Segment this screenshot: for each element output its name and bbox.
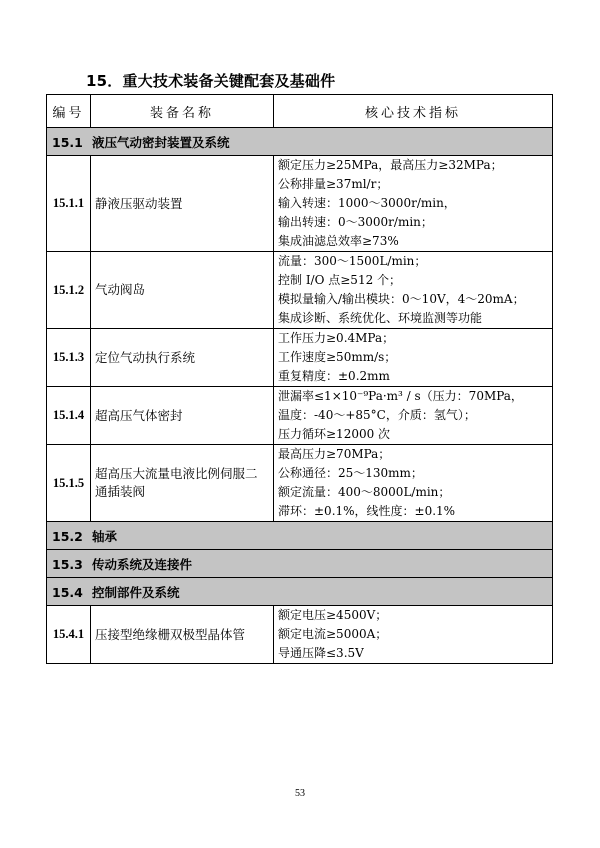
section-cell — [47, 128, 553, 156]
spec-line: 额定电压≥4500V； — [278, 608, 388, 622]
section-title: 液压气动密封装置及系统 — [92, 134, 230, 150]
item-specs — [274, 329, 553, 387]
spec-line: 泄漏率≤1×10⁻⁹Pa·m³ / s（压力：70MPa， — [278, 389, 523, 403]
section-row — [47, 522, 553, 550]
item-specs — [274, 252, 553, 329]
section-number: 15.3 — [52, 556, 83, 572]
spec-line: 压力循环≥12000 次 — [278, 427, 391, 441]
spec-line: 温度：-40～+85°C，介质：氢气）； — [278, 408, 476, 422]
section-number: 15.4 — [52, 584, 83, 600]
item-name: 定位气动执行系统 — [91, 329, 274, 387]
item-id: 15.1.4 — [47, 387, 91, 445]
table-row — [47, 445, 553, 522]
table-row — [47, 252, 553, 329]
spec-line: 最高压力≥70MPa； — [278, 447, 391, 461]
table-row — [47, 329, 553, 387]
spec-line: 公称排量≥37ml/r； — [278, 177, 389, 191]
section-number: 15.1 — [52, 134, 83, 150]
item-id: 15.1.5 — [47, 445, 91, 522]
section-heading: 15．重大技术装备关键配套及基础件 — [86, 72, 336, 90]
item-name: 超高压大流量电液比例伺服二通插装阀 — [91, 445, 274, 522]
page-number: 53 — [295, 788, 305, 799]
section-row — [47, 550, 553, 578]
section-cell — [47, 578, 553, 606]
item-id: 15.1.3 — [47, 329, 91, 387]
spec-line: 集成油滤总效率≥73% — [278, 234, 399, 248]
item-specs — [274, 445, 553, 522]
table-body — [47, 128, 553, 664]
spec-line: 集成诊断、系统优化、环境监测等功能 — [278, 311, 483, 325]
spec-line: 导通压降≤3.5V — [278, 646, 364, 660]
header-id: 编号 — [47, 95, 91, 128]
spec-line: 滞环：±0.1%，线性度：±0.1% — [278, 504, 456, 518]
spec-line: 公称通径：25～130mm； — [278, 466, 423, 480]
table-header-row — [47, 95, 553, 128]
section-row — [47, 128, 553, 156]
section-cell — [47, 550, 553, 578]
item-name: 静液压驱动装置 — [91, 156, 274, 252]
spec-line: 输入转速：1000～3000r/min， — [278, 196, 456, 210]
item-specs — [274, 606, 553, 664]
spec-line: 额定电流≥5000A； — [278, 627, 388, 641]
section-row — [47, 578, 553, 606]
item-name: 压接型绝缘栅双极型晶体管 — [91, 606, 274, 664]
section-number: 15.2 — [52, 528, 83, 544]
spec-line: 输出转速：0～3000r/min； — [278, 215, 433, 229]
table-row — [47, 156, 553, 252]
header-specs: 核心技术指标 — [274, 95, 553, 128]
spec-line: 模拟量输入/输出模块：0～10V，4～20mA； — [278, 292, 525, 306]
item-name: 气动阀岛 — [91, 252, 274, 329]
item-id: 15.1.2 — [47, 252, 91, 329]
spec-line: 工作压力≥0.4MPa； — [278, 331, 395, 345]
spec-line: 流量：300～1500L/min； — [278, 254, 427, 268]
spec-line: 额定压力≥25MPa，最高压力≥32MPa； — [278, 158, 503, 172]
item-name: 超高压气体密封 — [91, 387, 274, 445]
item-specs — [274, 156, 553, 252]
item-specs — [274, 387, 553, 445]
table-row — [47, 606, 553, 664]
item-id: 15.1.1 — [47, 156, 91, 252]
spec-line: 控制 I/O 点≥512 个； — [278, 273, 402, 287]
section-title: 控制部件及系统 — [92, 584, 180, 600]
section-title: 传动系统及连接件 — [92, 556, 193, 572]
spec-line: 工作速度≥50mm/s； — [278, 350, 397, 364]
spec-line: 额定流量：400～8000L/min； — [278, 485, 451, 499]
table-row — [47, 387, 553, 445]
equipment-spec-table — [46, 94, 553, 664]
spec-line: 重复精度：±0.2mm — [278, 369, 390, 383]
header-name: 装备名称 — [91, 95, 274, 128]
section-title: 轴承 — [92, 528, 118, 544]
section-cell — [47, 522, 553, 550]
item-id: 15.4.1 — [47, 606, 91, 664]
